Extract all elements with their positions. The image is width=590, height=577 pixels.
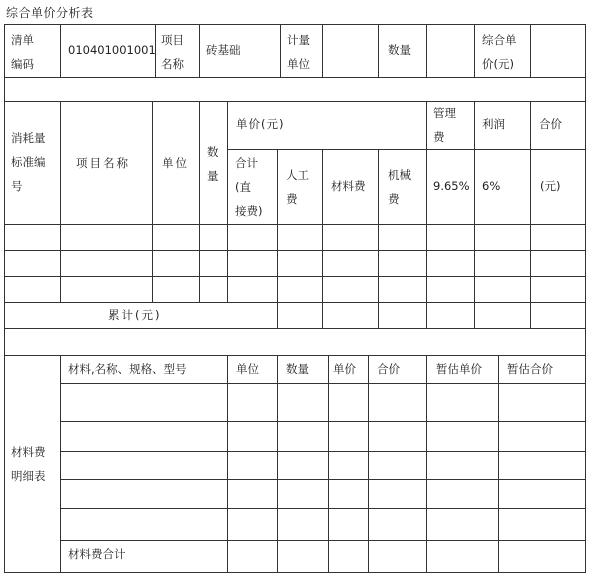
subtotal-unit: (元) <box>540 179 561 193</box>
unit-price-label: 单价(元) <box>236 117 285 131</box>
material-detail-side-label: 材料费 明细表 <box>11 445 46 483</box>
norm-code-label: 消耗量 标准编 号 <box>11 131 46 193</box>
material-col-est-unit-price: 暂估单价 <box>436 362 482 376</box>
profit-label: 利润 <box>482 117 505 131</box>
material-col-unit-price: 单价 <box>333 362 356 376</box>
material-col-est-subtotal: 暂估合价 <box>507 362 553 376</box>
qty-label: 数量 <box>388 43 411 57</box>
unit-label: 计量 单位 <box>287 33 310 71</box>
mgmt-label: 管理 费 <box>433 106 456 144</box>
material-col-subtotal: 合价 <box>377 362 400 376</box>
mgmt-rate: 9.65% <box>433 179 470 193</box>
material-total-label: 材料费合计 <box>68 547 126 561</box>
item-value: 砖基础 <box>206 43 241 57</box>
total-direct-label: 合计 (直 接费) <box>235 156 263 218</box>
material-col-unit: 单位 <box>236 362 259 376</box>
code-value: 010401001001 <box>68 43 156 57</box>
item-label: 项目 名称 <box>161 33 184 71</box>
machine-label: 机械 费 <box>388 168 411 206</box>
cumulative-label: 累计(元) <box>108 308 162 322</box>
composite-price-label: 综合单 价(元) <box>482 33 517 71</box>
qty-col-label: 数 量 <box>207 145 219 183</box>
subtotal-label: 合价 <box>539 117 562 131</box>
profit-rate: 6% <box>482 179 501 193</box>
code-label: 清单 编码 <box>11 33 34 71</box>
material-col-qty: 数量 <box>286 362 309 376</box>
page-title: 综合单价分析表 <box>6 6 94 20</box>
material-col-name: 材料,名称、规格、型号 <box>68 362 187 376</box>
unit-col-label: 单位 <box>162 156 189 170</box>
labor-label: 人工 费 <box>286 168 309 206</box>
material-label: 材料费 <box>331 179 366 193</box>
item-name-label: 项目名称 <box>76 156 130 170</box>
